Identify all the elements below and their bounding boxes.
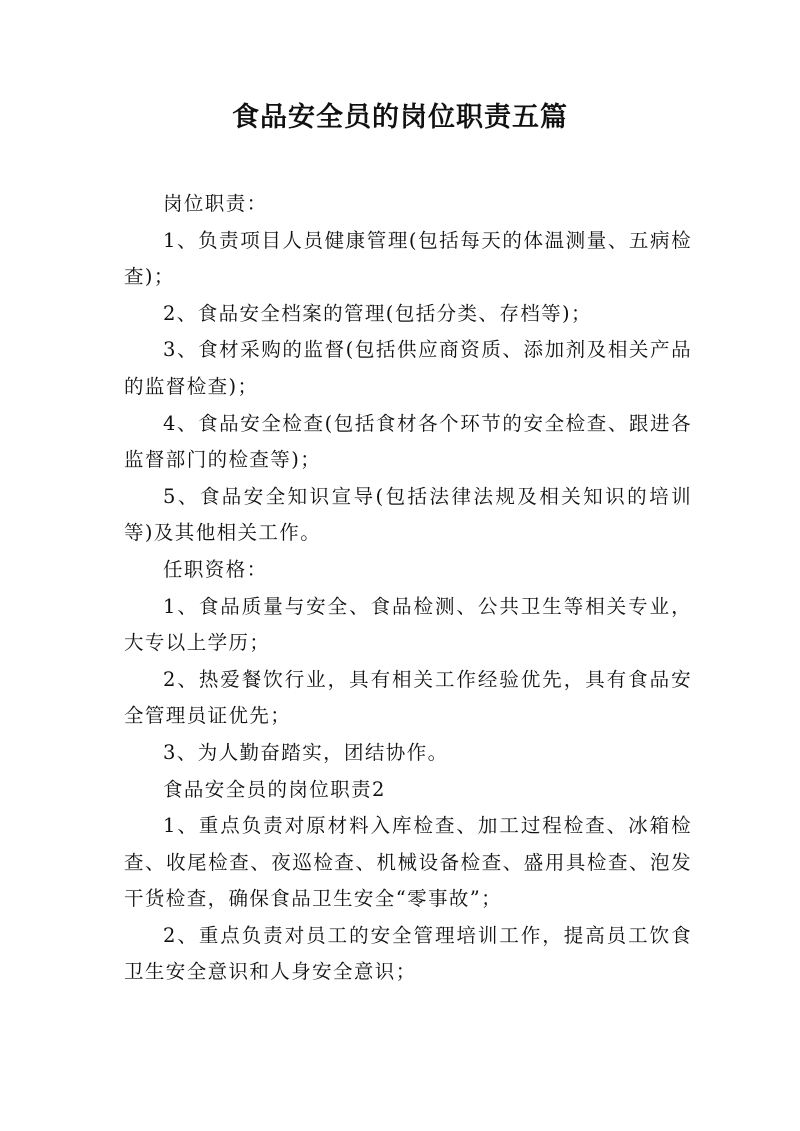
document-title: 食品安全员的岗位职责五篇 <box>232 102 568 133</box>
duty-item-1: 1、负责项目人员健康管理(包括每天的体温测量、五病检查)； <box>124 228 692 289</box>
qualification-item-1: 1、食品质量与安全、食品检测、公共卫生等相关专业，大专以上学历； <box>124 594 692 655</box>
section-heading-part-2: 食品安全员的岗位职责2 <box>163 777 386 801</box>
qualification-item-2: 2、热爱餐饮行业，具有相关工作经验优先，具有食品安全管理员证优先； <box>124 667 692 728</box>
duty-item-3: 3、食材采购的监督(包括供应商资质、添加剂及相关产品的监督检查)； <box>124 338 692 398</box>
duty-item-4: 4、食品安全检查(包括食材各个环节的安全检查、跟进各监督部门的检查等)； <box>124 411 692 472</box>
section-heading-qualifications: 任职资格： <box>163 557 268 581</box>
part2-item-2: 2、重点负责对员工的安全管理培训工作，提高员工饮食卫生安全意识和人身安全意识； <box>124 923 692 984</box>
part2-item-1: 1、重点负责对原材料入库检查、加工过程检查、冰箱检查、收尾检查、夜巡检查、机械设备检查、盛用具检查、泡发干货检查，确保食品卫生安全“零事故”； <box>124 814 692 911</box>
duty-item-5: 5、食品安全知识宣导(包括法律法规及相关知识的培训等)及其他相关工作。 <box>124 484 692 545</box>
section-heading-job-duties: 岗位职责： <box>163 192 268 215</box>
duty-item-2: 2、食品安全档案的管理(包括分类、存档等)； <box>163 301 592 325</box>
qualification-item-3: 3、为人勤奋踏实，团结协作。 <box>163 740 449 764</box>
document-body <box>124 186 692 991</box>
